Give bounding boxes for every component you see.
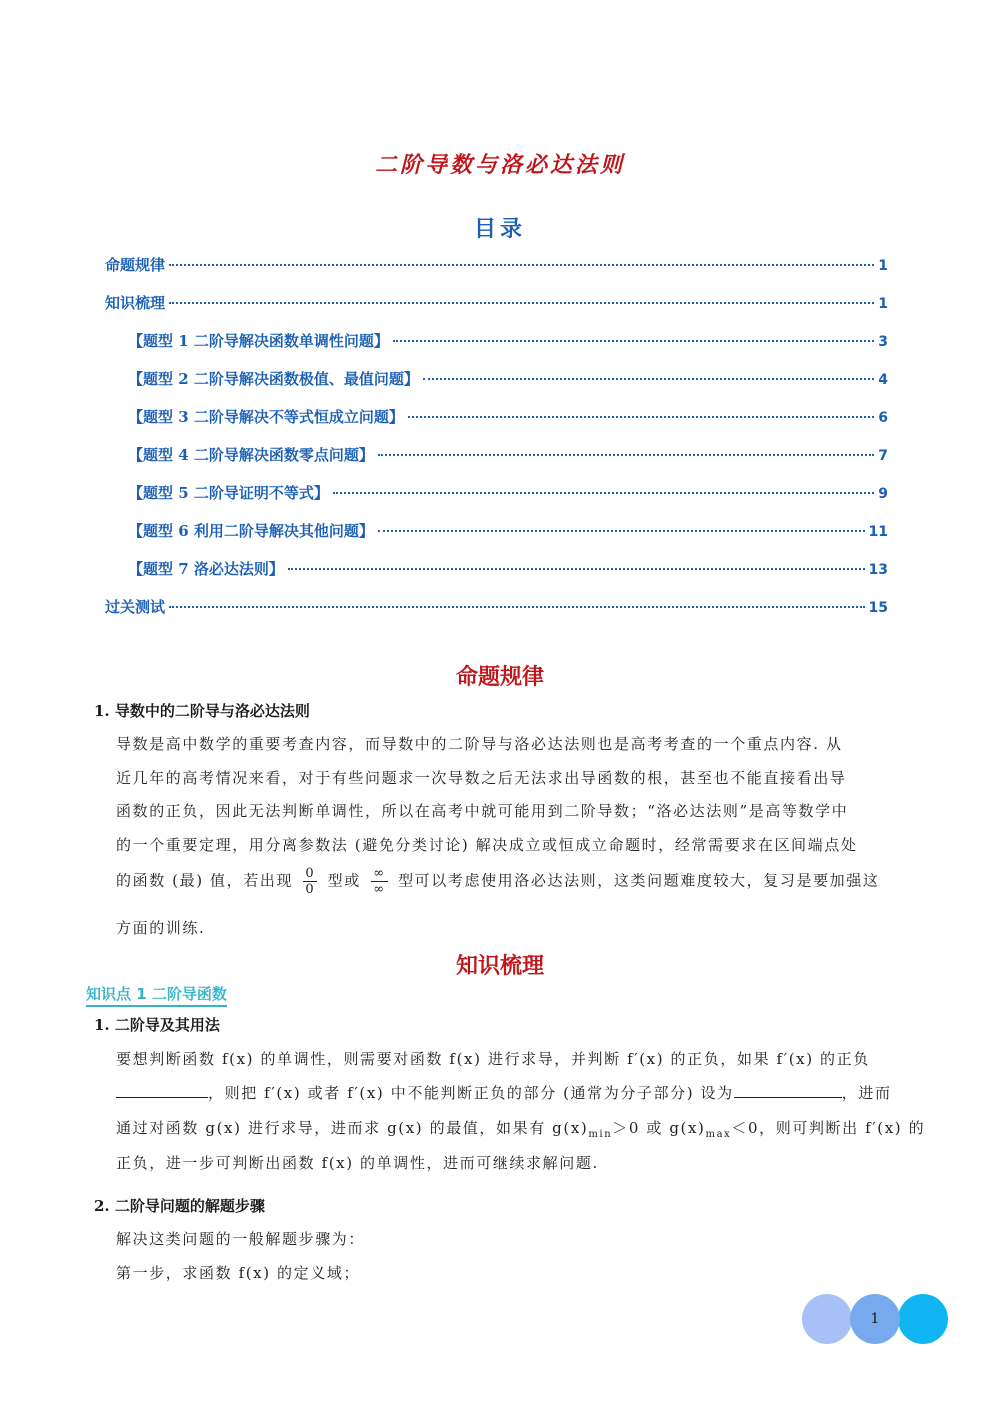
text-segment: 通过对函数 g(x) 进行求导，进而求 g(x) 的最值，如果有 g(x) [116, 1119, 589, 1137]
item-heading: 1. 二阶导及其用法 [94, 1016, 220, 1034]
toc-leader-dots [378, 530, 865, 532]
toc-leader-dots [169, 264, 874, 266]
fill-in-blank[interactable] [116, 1083, 208, 1098]
toc-leader-dots [169, 606, 865, 608]
decorative-circle [898, 1294, 948, 1344]
text-segment: ＞0 或 g(x) [612, 1119, 706, 1137]
toc-leader-dots [408, 416, 874, 418]
fraction-denominator: 0 [305, 882, 316, 897]
paragraph-line-with-fractions [116, 866, 916, 897]
paragraph-line-with-blanks [116, 1082, 916, 1103]
toc-entry-page: 7 [878, 448, 888, 464]
toc-entry[interactable] [128, 520, 888, 544]
fill-in-blank[interactable] [734, 1083, 842, 1098]
paragraph-line: 的一个重要定理，用分离参数法 (避免分类讨论) 解决成立或恒成立命题时，经常需要求在区间端点处 [116, 836, 858, 854]
paragraph-line [116, 1117, 926, 1140]
toc-entry[interactable] [128, 482, 888, 506]
page-number-badge [802, 1294, 948, 1344]
toc-entry[interactable] [105, 292, 888, 316]
toc-leader-dots [423, 378, 874, 380]
toc-entry[interactable] [105, 254, 888, 278]
text-segment: 型可以考虑使用洛必达法则，这类问题难度较大，复习是要加强这 [398, 871, 880, 890]
toc-entry-page: 1 [878, 296, 888, 312]
section-title-proposition-rules: 命题规律 [455, 665, 544, 690]
toc-leader-dots [393, 340, 874, 342]
toc-entry-label: 【题型 4 二阶导解决函数零点问题】 [128, 446, 374, 464]
toc-leader-dots [169, 302, 874, 304]
toc-entry[interactable] [128, 444, 888, 468]
toc-entry-label: 过关测试 [105, 598, 166, 616]
text-segment: ＜0，则可判断出 f′(x) 的 [731, 1119, 926, 1137]
paragraph-line: 近几年的高考情况来看，对于有些问题求一次导数之后无法求出导函数的根，甚至也不能直接看出导 [116, 769, 847, 787]
document-title: 二阶导数与洛必达法则 [374, 152, 625, 178]
paragraph-line: 解决这类问题的一般解题步骤为： [116, 1230, 366, 1248]
toc-entry-page: 3 [878, 334, 888, 350]
toc-entry-label: 命题规律 [105, 256, 166, 274]
subscript-min: min [588, 1129, 613, 1140]
paragraph-line: 要想判断函数 f(x) 的单调性，则需要对函数 f(x) 进行求导，并判断 f′(x) 的正负，如果 f′(x) 的正负 [116, 1050, 870, 1068]
toc-entry-label: 【题型 6 利用二阶导解决其他问题】 [128, 522, 374, 540]
decorative-circle [802, 1294, 852, 1344]
toc-entry[interactable] [128, 368, 888, 392]
text-segment: ，进而 [841, 1084, 892, 1102]
text-segment: ，则把 f′(x) 或者 f′(x) 中不能判断正负的部分 (通常为分子部分) 设为 [208, 1084, 734, 1102]
paragraph-line: 第一步，求函数 f(x) 的定义域； [116, 1264, 361, 1282]
fraction-numerator: 0 [305, 866, 316, 881]
paragraph-line: 函数的正负，因此无法判断单调性，所以在高考中就可能用到二阶导数；“洛必达法则”是高等数学中 [116, 802, 849, 820]
item-heading: 2. 二阶导问题的解题步骤 [94, 1197, 265, 1215]
toc-entry[interactable] [105, 596, 888, 620]
knowledge-point-heading: 知识点 1 二阶导函数 [86, 983, 227, 1007]
toc-leader-dots [378, 454, 874, 456]
page-number: 1 [870, 1311, 880, 1327]
fraction-infinity-over-infinity [371, 866, 387, 897]
paragraph-line: 导数是高中数学的重要考查内容，而导数中的二阶导与洛必达法则也是高考考查的一个重点内容. 从 [116, 735, 843, 753]
subscript-max: max [705, 1129, 732, 1140]
toc-entry-label: 【题型 5 二阶导证明不等式】 [128, 484, 329, 502]
toc-entry-page: 4 [878, 372, 888, 388]
toc-entry-label: 【题型 3 二阶导解决不等式恒成立问题】 [128, 408, 404, 426]
toc-leader-dots [333, 492, 874, 494]
toc-entry-page: 6 [878, 410, 888, 426]
paragraph-line: 方面的训练. [116, 919, 206, 937]
toc-entry-page: 9 [878, 486, 888, 502]
toc-leader-dots [288, 568, 865, 570]
toc-entry-label: 【题型 7 洛必达法则】 [128, 560, 284, 578]
toc-entry[interactable] [128, 330, 888, 354]
toc-entry[interactable] [128, 406, 888, 430]
toc-entry-page: 15 [868, 600, 888, 616]
toc-entry-label: 【题型 1 二阶导解决函数单调性问题】 [128, 332, 389, 350]
toc-entry[interactable] [128, 558, 888, 582]
toc-entry-page: 1 [878, 258, 888, 274]
paragraph-line: 正负，进一步可判断出函数 f(x) 的单调性，进而可继续求解问题. [116, 1154, 599, 1172]
toc-entry-label: 知识梳理 [105, 294, 166, 312]
text-segment: 的函数 (最) 值，若出现 [116, 871, 294, 890]
toc-entry-label: 【题型 2 二阶导解决函数极值、最值问题】 [128, 370, 419, 388]
section-title-knowledge-review: 知识梳理 [455, 954, 544, 979]
fraction-denominator: ∞ [373, 882, 386, 897]
fraction-zero-over-zero [303, 866, 317, 897]
toc-entry-page: 11 [868, 524, 888, 540]
toc-entry-page: 13 [868, 562, 888, 578]
text-segment: 型或 [327, 871, 361, 890]
fraction-numerator: ∞ [373, 866, 386, 881]
toc-heading: 目录 [473, 216, 526, 242]
item-heading: 1. 导数中的二阶导与洛必达法则 [94, 702, 310, 720]
